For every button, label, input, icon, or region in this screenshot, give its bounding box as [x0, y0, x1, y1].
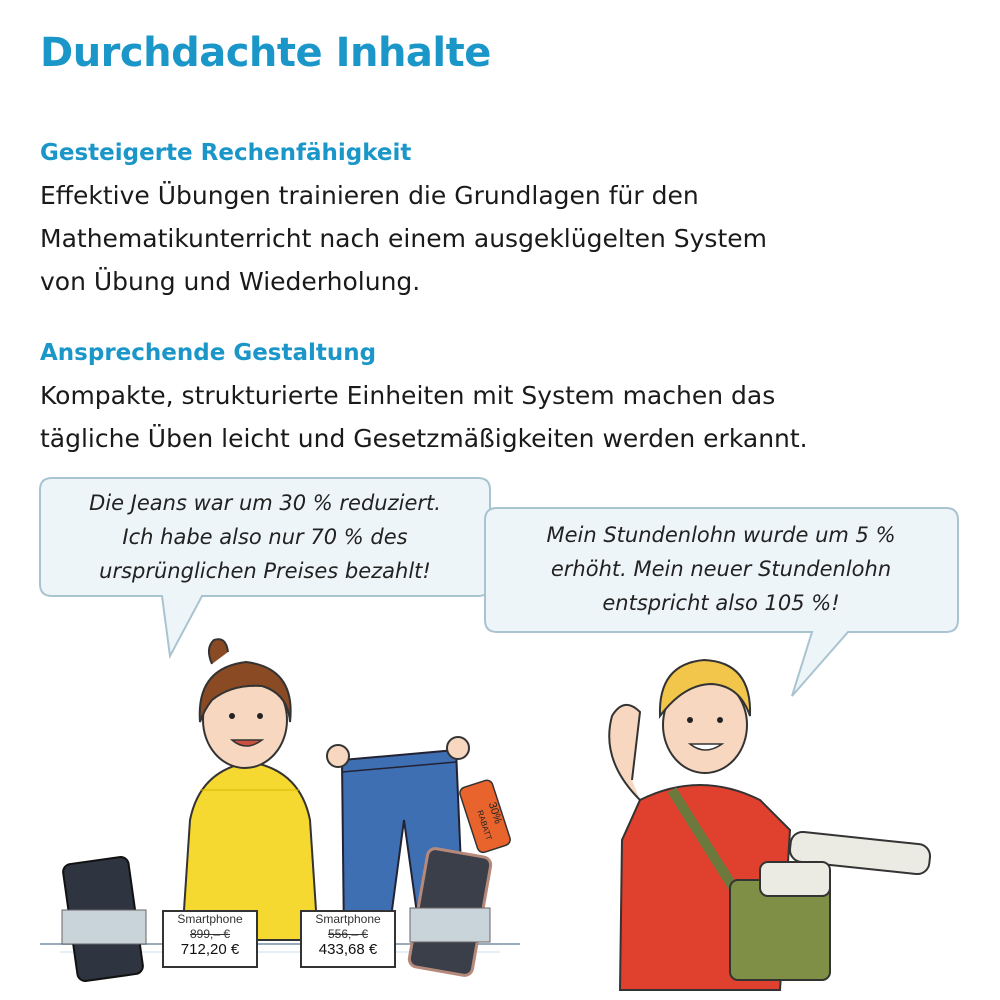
section-heading-gestaltung: Ansprechende Gestaltung: [40, 340, 377, 366]
price-tag-new-price: 712,20 €: [180, 941, 240, 958]
speech-text-left: [50, 486, 480, 588]
text-line: Kompakte, strukturierte Einheiten mit System machen das: [40, 381, 776, 410]
speech-text-right: [495, 518, 947, 620]
speech-line: Die Jeans war um 30 % reduziert.: [89, 491, 441, 515]
text-line: Mathematikunterricht nach einem ausgeklügelten System: [40, 224, 767, 253]
page-title: Durchdachte Inhalte: [40, 30, 491, 76]
speech-line: Mein Stundenlohn wurde um 5 %: [546, 523, 896, 547]
section-heading-rechenfaehigkeit: Gesteigerte Rechenfähigkeit: [40, 140, 412, 166]
price-tag-1: [162, 910, 258, 968]
text-line: von Übung und Wiederholung.: [40, 267, 421, 296]
speech-line: erhöht. Mein neuer Stundenlohn: [550, 557, 892, 581]
price-tag-2: [300, 910, 396, 968]
discount-tag-percent: 30%: [485, 800, 504, 826]
smartphone-left: [62, 856, 146, 982]
speech-line: ursprünglichen Preises bezahlt!: [99, 559, 431, 583]
discount-tag-label: RABATT: [475, 809, 494, 842]
text-line: tägliche Üben leicht und Gesetzmäßigkeiten werden erkannt.: [40, 424, 808, 453]
price-tag-new-price: 433,68 €: [318, 941, 378, 958]
price-tag-product: Smartphone: [177, 912, 243, 926]
price-tag-product: Smartphone: [315, 912, 381, 926]
speech-line: Ich habe also nur 70 % des: [122, 525, 408, 549]
speech-line: entspricht also 105 %!: [602, 591, 840, 615]
text-line: Effektive Übungen trainieren die Grundlagen für den: [40, 181, 699, 210]
girl-figure: [182, 639, 318, 940]
price-tag-old-price: 899,– €: [189, 927, 231, 941]
price-tag-old-price: 556,– €: [327, 927, 369, 941]
boy-figure: [609, 660, 931, 990]
